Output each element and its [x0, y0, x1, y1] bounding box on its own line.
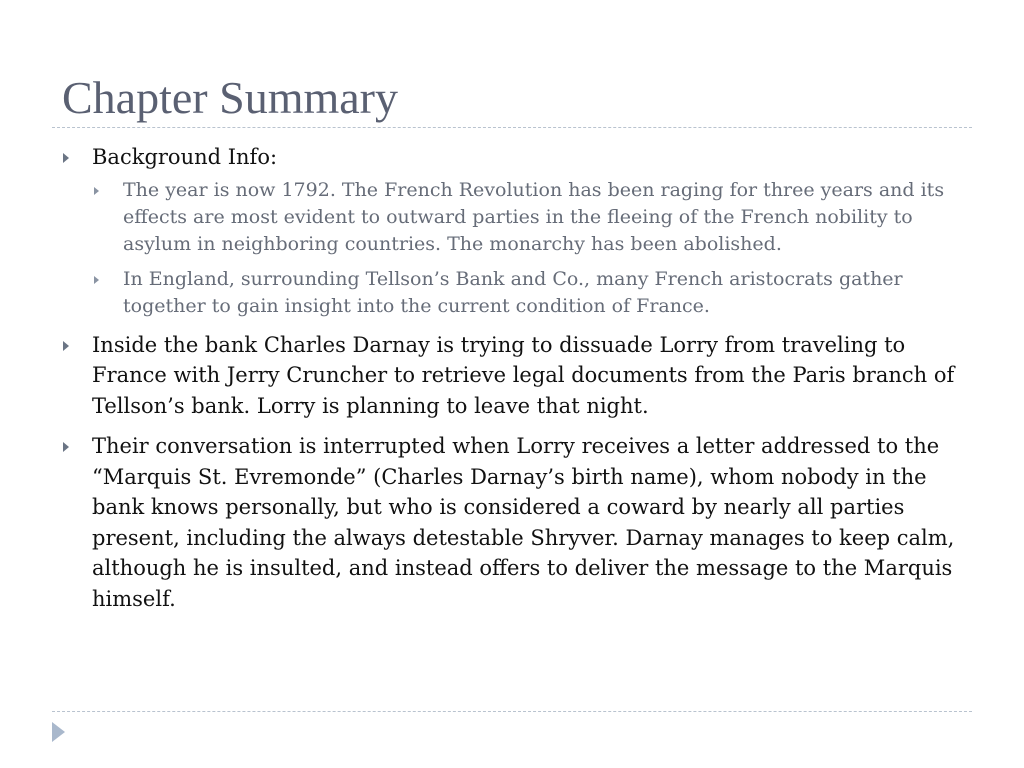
triangle-bullet-icon — [63, 153, 69, 163]
sub-bullet-item — [60, 177, 960, 258]
sub-bullet-text: In England, surrounding Tellson’s Bank and Co., many French aristocrats gather together to gain insight into the current condition of France. — [123, 267, 903, 317]
title-divider — [52, 127, 972, 128]
triangle-bullet-icon — [63, 442, 69, 452]
triangle-bullet-icon — [63, 341, 69, 351]
bullet-item — [60, 431, 960, 614]
slide-body — [60, 142, 960, 614]
bullet-item — [60, 142, 960, 173]
triangle-bullet-icon — [94, 276, 99, 284]
footer-divider — [52, 711, 972, 712]
slide-title: Chapter Summary — [62, 72, 398, 123]
bullet-text: Their conversation is interrupted when Lorry receives a letter addressed to the “Marquis St. Evremonde” (Charles Darnay’s birth name), whom nobody in the bank knows personally, but who is considered a coward by nearly all parties present, including the always detestable Shryver. Darnay manages to keep calm, although he is insulted, and instead offers to deliver the message to the Marquis himself. — [92, 434, 955, 611]
play-next-icon[interactable] — [52, 722, 65, 742]
bullet-item — [60, 330, 960, 422]
bullet-text: Inside the bank Charles Darnay is trying to dissuade Lorry from traveling to France with Jerry Cruncher to retrieve legal documents from the Paris branch of Tellson’s bank. Lorry is planning to leave that night. — [92, 332, 955, 418]
bullet-text: Background Info: — [92, 145, 278, 169]
triangle-bullet-icon — [94, 187, 99, 195]
sub-bullet-item — [60, 266, 960, 320]
sub-bullet-text: The year is now 1792. The French Revolution has been raging for three years and its effects are most evident to outward parties in the fleeing of the French nobility to asylum in neighboring countries. The monarchy has been abolished. — [123, 178, 945, 255]
